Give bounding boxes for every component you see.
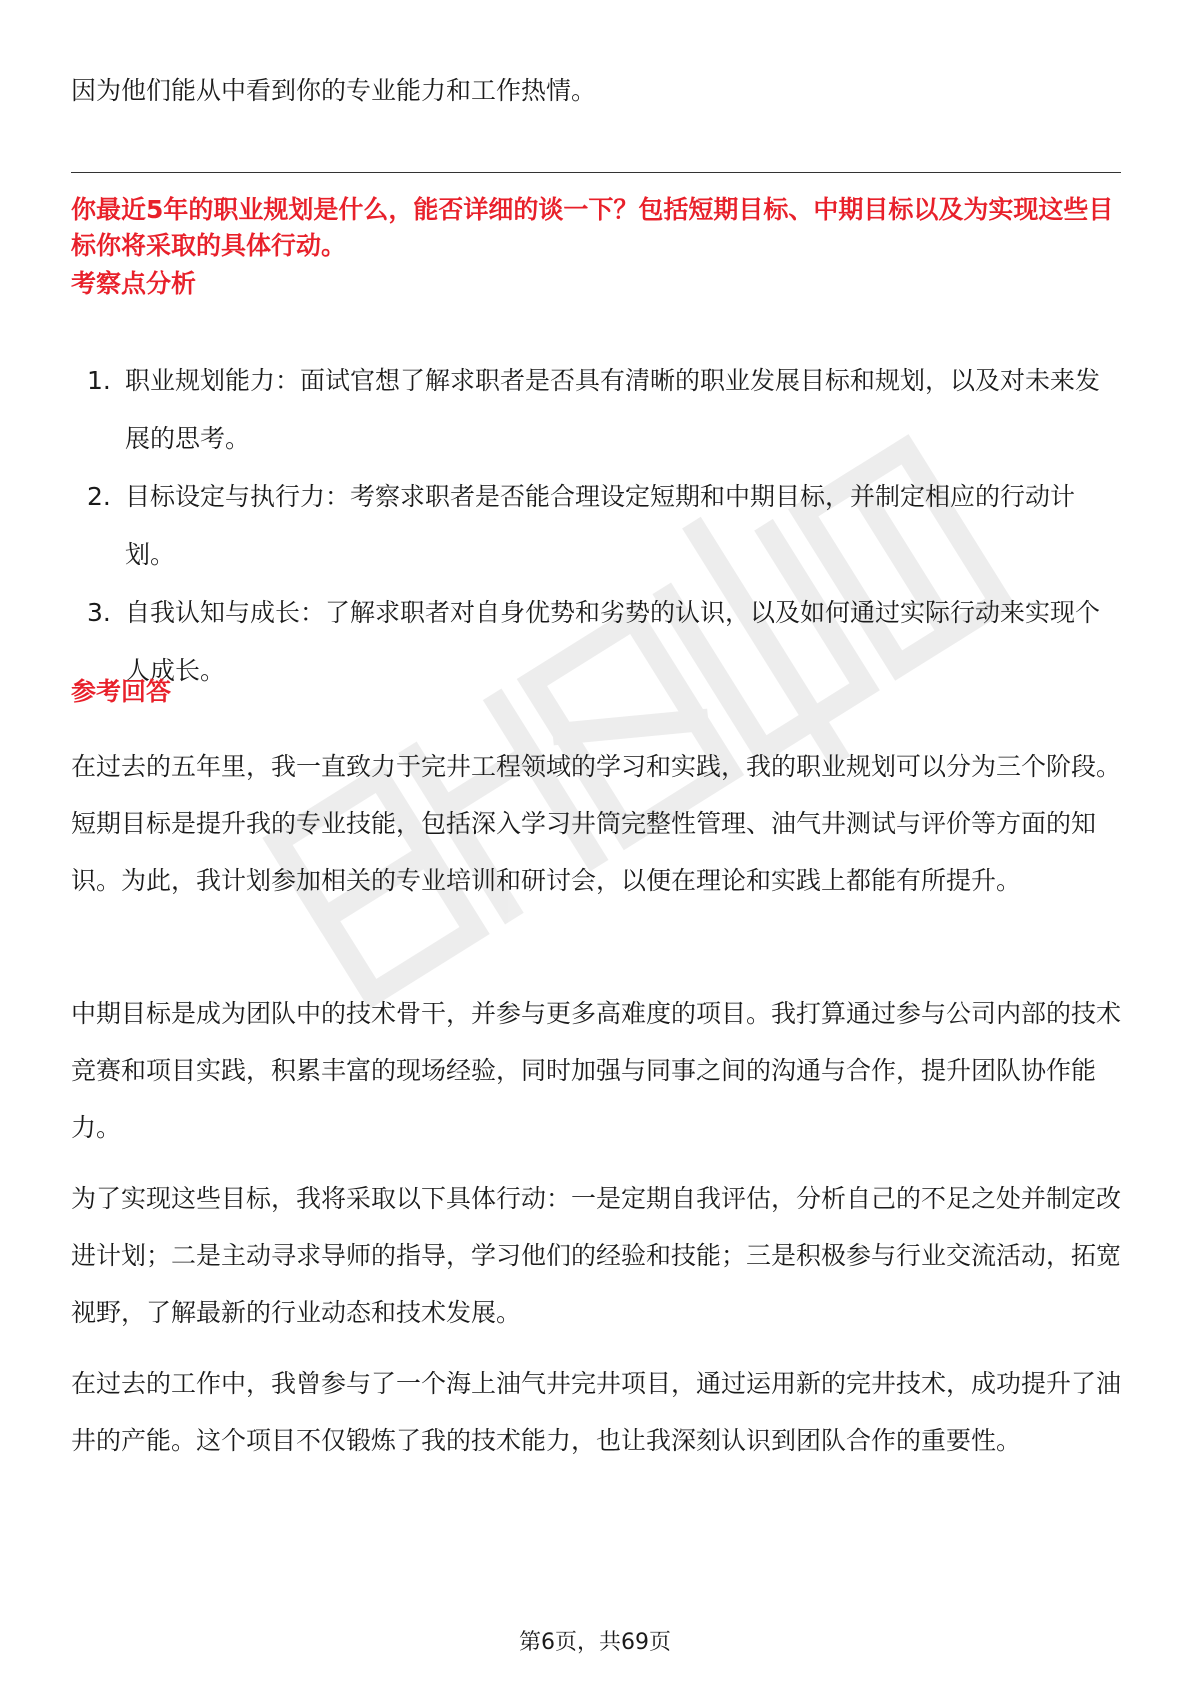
analysis-item-text: 自我认知与成长：了解求职者对自身优势和劣势的认识，以及如何通过实际行动来实现个人成长。 — [125, 598, 1101, 685]
analysis-item-text: 目标设定与执行力：考察求职者是否能合理设定短期和中期目标，并制定相应的行动计划。 — [125, 482, 1076, 569]
analysis-item — [71, 352, 1121, 468]
page-footer: 第6页，共69页 — [519, 1630, 671, 1655]
question-heading: 你最近5年的职业规划是什么，能否详细的谈一下？包括短期目标、中期目标以及为实现这些目标你将采取的具体行动。 — [71, 195, 1114, 260]
analysis-item — [71, 584, 1121, 700]
answer-paragraph-1: 在过去的五年里，我一直致力于完井工程领域的学习和实践，我的职业规划可以分为三个阶段。短期目标是提升我的专业技能，包括深入学习井筒完整性管理、油气井测试与评价等方面的知识。为此，我计划参加相关的专业培训和研讨会，以便在理论和实践上都能有所提升。 — [71, 752, 1122, 895]
analysis-item-text: 职业规划能力：面试官想了解求职者是否具有清晰的职业发展目标和规划，以及对未来发展的思考。 — [125, 366, 1101, 453]
analysis-list — [71, 352, 1121, 700]
answer-paragraph-3: 为了实现这些目标，我将采取以下具体行动：一是定期自我评估，分析自己的不足之处并制定改进计划；二是主动寻求导师的指导，学习他们的经验和技能；三是积极参与行业交流活动，拓宽视野，了解最新的行业动态和技术发展。 — [71, 1184, 1122, 1327]
analysis-heading: 考察点分析 — [71, 269, 197, 298]
list-number: 2. — [87, 482, 111, 511]
answer-paragraph-2: 中期目标是成为团队中的技术骨干，并参与更多高难度的项目。我打算通过参与公司内部的技术竞赛和项目实践，积累丰富的现场经验，同时加强与同事之间的沟通与合作，提升团队协作能力。 — [71, 999, 1122, 1142]
answer-paragraph-4: 在过去的工作中，我曾参与了一个海上油气井完井项目，通过运用新的完井技术，成功提升了油井的产能。这个项目不仅锻炼了我的技术能力，也让我深刻认识到团队合作的重要性。 — [71, 1369, 1122, 1455]
top-text: 因为他们能从中看到你的专业能力和工作热情。 — [71, 76, 597, 105]
analysis-item — [71, 468, 1121, 584]
list-number: 3. — [87, 598, 111, 627]
list-number: 1. — [87, 366, 111, 395]
answer-heading: 参考回答 — [71, 677, 172, 706]
section-divider — [71, 172, 1121, 173]
